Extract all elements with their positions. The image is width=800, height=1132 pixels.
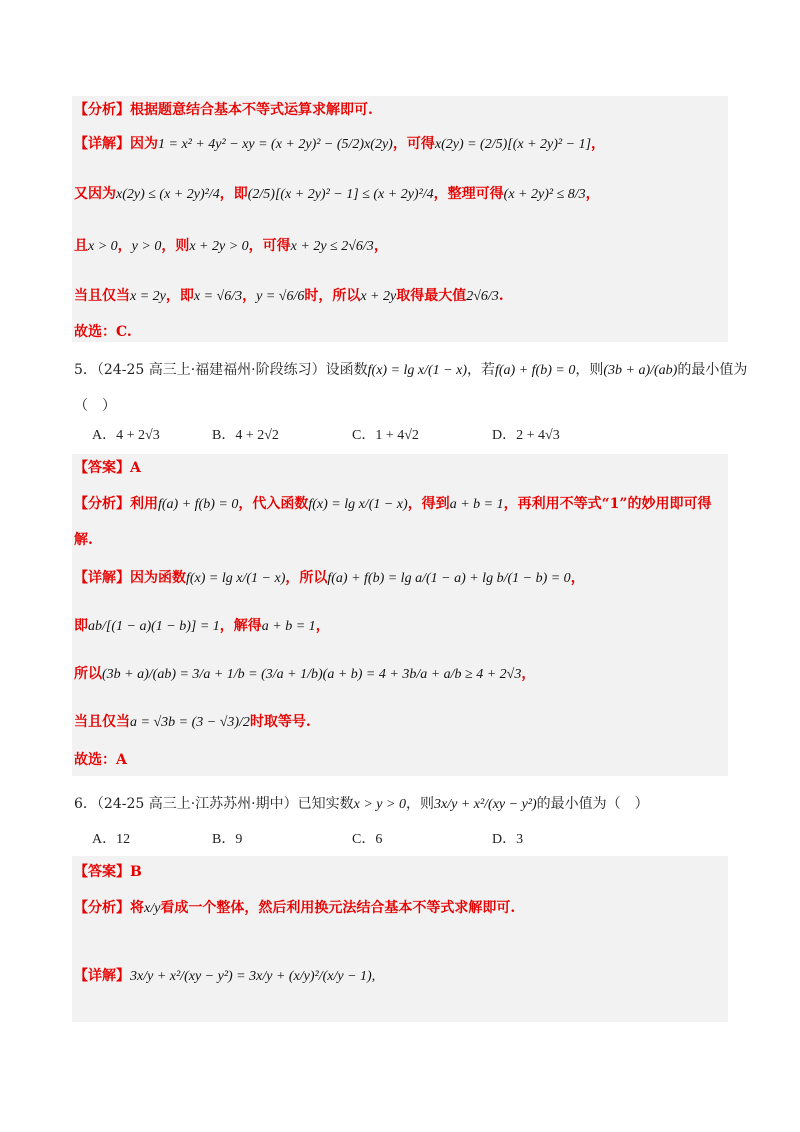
q5-option-c[interactable]: C．1 + 4√2 [352,428,419,443]
solution-block-q6 [72,856,728,1022]
detail-text: ，则 [161,238,190,254]
detail-text: 时，所以 [304,288,361,304]
question-number: 5． [74,362,97,378]
equation: x(2y) = (2/5)[(x + 2y)² − 1] [434,137,592,152]
q5-detail-line-4 [74,712,311,733]
equation: f(x) = lg x/(1 − x) [367,363,467,378]
equation: (2/5)[(x + 2y)² − 1] ≤ (x + 2y)²/4 [247,187,434,202]
q6-option-b[interactable]: B．9 [212,832,243,847]
detail-text: ，可得 [248,238,291,254]
detail-text: ， [585,186,600,202]
q4-detail-line-2 [74,184,600,205]
equation: 2√6/3 [466,289,499,304]
equation: , [371,969,376,984]
q5-analysis-line-1 [74,494,711,515]
analysis-text: 利用 [130,496,158,512]
q5-paren-line [74,396,116,416]
analysis-text: 解. [74,532,93,548]
answer-value: B [130,864,142,880]
question-text: 的最小值为 [677,362,748,378]
q6-option-d[interactable]: D．3 [492,832,524,847]
detail-text: ， [117,238,132,254]
equation: f(a) + f(b) = lg a/(1 − a) + lg b/(1 − b) = 0 [327,571,571,586]
detail-text: ，所以 [285,570,328,586]
equation: (x + 2y)² ≤ 8/3 [503,187,586,202]
equation: x > y > 0 [353,797,406,812]
q5-detail-line-1 [74,568,585,589]
analysis-text: ，代入函数 [238,496,309,512]
answer-paren: （ ） [74,398,116,414]
question-text: ，则 [575,362,604,378]
choose-text: 故选：C. [74,324,132,340]
analysis-tag: 【分析】 [74,102,130,118]
equation: x + 2y [360,289,397,304]
q6-option-a[interactable]: A．12 [92,832,131,847]
question-text: ，若 [467,362,495,378]
q6-analysis-line [74,898,515,919]
q5-option-d[interactable]: D．2 + 4√3 [492,428,560,443]
equation: x = √6/3 [193,289,243,304]
q5-option-b[interactable]: B．4 + 2√2 [212,428,279,443]
equation: ab/[(1 − a)(1 − b)] = 1 [88,619,220,634]
detail-tag: 【详解】 [74,968,130,984]
q6-stem-line [74,794,649,815]
detail-text: 因为函数 [130,570,186,586]
equation: (3b + a)/(ab) = 3/a + 1/b = (3/a + 1/b)(a + b) = 4 + 3b/a + a/b ≥ 4 + 2√3 [102,667,522,682]
analysis-text: ，得到 [407,496,450,512]
equation: y = √6/6 [256,289,305,304]
q4-detail-line-1 [74,134,605,155]
q5-detail-line-3 [74,664,535,685]
equation: f(a) + f(b) = 0 [158,497,239,512]
detail-text: ，解得 [219,618,262,634]
q4-choose-line [74,322,132,342]
detail-text: 时取等号. [249,714,311,730]
detail-text: ， [315,618,330,634]
detail-text: ，整理可得 [433,186,504,202]
analysis-text: 看成一个整体，然后利用换元法结合基本不等式求解即可. [160,900,516,916]
equation: 3x/y + x²/(xy − y²) [433,797,537,812]
analysis-tag: 【分析】 [74,496,130,512]
q6-option-c[interactable]: C．6 [352,832,383,847]
equation: f(a) + f(b) = 0 [495,363,576,378]
answer-value: A [130,460,141,476]
choose-text: 故选：A [74,752,127,768]
equation: x/y [144,901,161,916]
detail-text: 当且仅当 [74,714,130,730]
detail-text: 即 [74,618,88,634]
q5-detail-line-2 [74,616,330,637]
detail-text: ， [242,288,257,304]
equation: y > 0 [131,239,162,254]
question-source: （24-25 高三上·江苏苏州·期中）已知实数 [96,796,354,812]
analysis-text: ，再利用不等式“1”的妙用即可得 [503,496,712,512]
detail-text: ， [373,238,388,254]
detail-text: ，即 [219,186,248,202]
analysis-text: 根据题意结合基本不等式运算求解即可. [130,102,373,118]
detail-text: ， [570,570,585,586]
detail-text: 所以 [74,666,102,682]
q5-answer-line [74,458,141,478]
analysis-tag: 【分析】 [74,900,130,916]
detail-text: ，可得 [392,136,435,152]
q5-choose-line [74,750,127,770]
detail-text: ，即 [165,288,194,304]
equation: f(x) = lg x/(1 − x) [308,497,408,512]
analysis-text: 将 [130,900,144,916]
question-text: 的最小值为（ ） [536,796,649,812]
equation: x = 2y [130,289,166,304]
equation: a + b = 1 [449,497,504,512]
detail-text: 取得最大值 [396,288,467,304]
equation: x(2y) ≤ (x + 2y)²/4 [116,187,220,202]
q6-detail-line [74,966,375,987]
detail-text: 又因为 [74,186,116,202]
q5-analysis-line-2 [74,530,93,550]
q5-stem-line [74,360,747,381]
question-text: ，则 [405,796,434,812]
answer-tag: 【答案】 [74,460,130,476]
answer-tag: 【答案】 [74,864,130,880]
equation: x + 2y > 0 [189,239,249,254]
equation: 3x/y + x²/(xy − y²) = 3x/y + (x/y)²/(x/y − 1) [130,969,372,984]
equation: 1 = x² + 4y² − xy = (x + 2y)² − (5/2)x(2y) [158,137,393,152]
q4-detail-line-4 [74,286,504,307]
equation: a = √3b = (3 − √3)/2 [130,715,250,730]
equation: x > 0 [88,239,118,254]
detail-tag: 【详解】 [74,136,130,152]
question-number: 6． [74,796,97,812]
detail-tag: 【详解】 [74,570,130,586]
detail-text: 因为 [130,136,158,152]
equation: f(x) = lg x/(1 − x) [186,571,286,586]
q4-detail-line-3 [74,236,388,257]
equation: (3b + a)/(ab) [603,363,678,378]
equation: x + 2y ≤ 2√6/3 [290,239,374,254]
detail-text: . [498,288,504,304]
detail-text: ， [521,666,536,682]
q5-option-a[interactable]: A．4 + 2√3 [92,428,160,443]
q4-analysis-line [74,100,373,120]
question-source: （24-25 高三上·福建福州·阶段练习）设函数 [96,362,368,378]
q6-answer-line [74,862,142,882]
detail-text: 当且仅当 [74,288,130,304]
equation: a + b = 1 [261,619,316,634]
detail-text: ， [591,136,606,152]
detail-text: 且 [74,238,88,254]
